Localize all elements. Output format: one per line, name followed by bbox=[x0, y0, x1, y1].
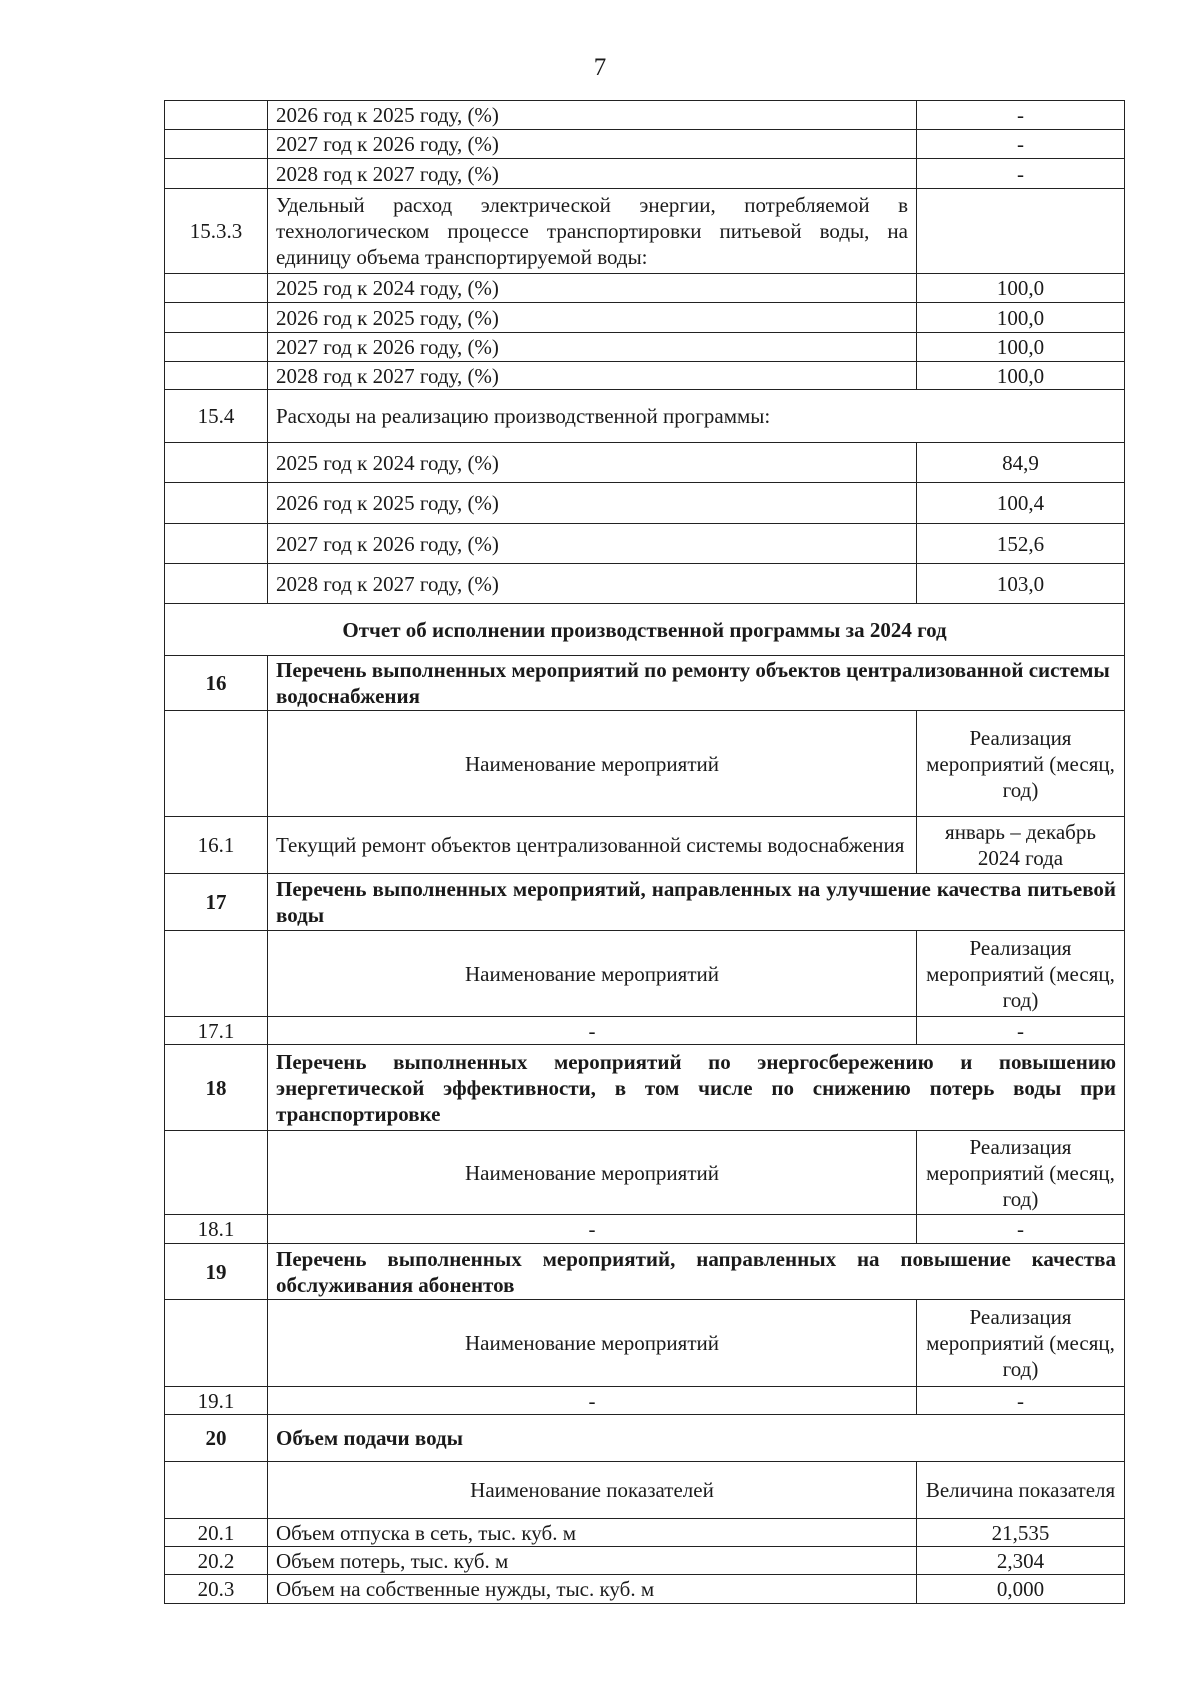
section-number: 20 bbox=[165, 1415, 268, 1462]
table-row-item bbox=[165, 274, 1125, 303]
section-heading: Объем подачи воды bbox=[268, 1415, 1125, 1462]
row-number: 19.1 bbox=[165, 1387, 268, 1415]
row-number bbox=[165, 274, 268, 303]
row-value: 152,6 bbox=[917, 524, 1125, 564]
table-row-item bbox=[165, 1547, 1125, 1575]
row-value: 100,0 bbox=[917, 274, 1125, 303]
table-row-item bbox=[165, 130, 1125, 159]
table-row-heading bbox=[165, 656, 1125, 711]
row-value: 103,0 bbox=[917, 564, 1125, 604]
row-text: 2026 год к 2025 году, (%) bbox=[268, 101, 917, 130]
column-header-name: Наименование мероприятий bbox=[268, 1300, 917, 1387]
section-number: 18 bbox=[165, 1045, 268, 1131]
column-header-name: Наименование мероприятий bbox=[268, 711, 917, 817]
row-value: 21,535 bbox=[917, 1519, 1125, 1547]
table-row-header bbox=[165, 711, 1125, 817]
table-row-item bbox=[165, 159, 1125, 189]
section-number: 17 bbox=[165, 874, 268, 931]
section-heading: Перечень выполненных мероприятий, направленных на повышение качества обслуживания абонентов bbox=[268, 1244, 1125, 1300]
section-heading: Перечень выполненных мероприятий по ремонту объектов централизованной системы водоснабжения bbox=[268, 656, 1125, 711]
row-number: 20.1 bbox=[165, 1519, 268, 1547]
table-row-item bbox=[165, 333, 1125, 362]
row-text: 2026 год к 2025 году, (%) bbox=[268, 483, 917, 524]
row-value: январь – декабрь 2024 года bbox=[917, 817, 1125, 874]
row-number bbox=[165, 1300, 268, 1387]
program-table bbox=[164, 100, 1125, 1604]
table-row-item bbox=[165, 362, 1125, 390]
column-header-value: Реализация мероприятий (месяц, год) bbox=[917, 1300, 1125, 1387]
table-row-heading bbox=[165, 874, 1125, 931]
row-number bbox=[165, 1462, 268, 1519]
row-number bbox=[165, 931, 268, 1017]
row-value: 100,0 bbox=[917, 362, 1125, 390]
row-text: 2028 год к 2027 году, (%) bbox=[268, 159, 917, 189]
row-text: 2025 год к 2024 году, (%) bbox=[268, 443, 917, 483]
row-text: 2026 год к 2025 году, (%) bbox=[268, 303, 917, 333]
table-row-item bbox=[165, 189, 1125, 274]
table-row-item bbox=[165, 101, 1125, 130]
row-value: 2,304 bbox=[917, 1547, 1125, 1575]
row-text: 2028 год к 2027 году, (%) bbox=[268, 564, 917, 604]
row-value: - bbox=[917, 159, 1125, 189]
row-value: - bbox=[917, 1215, 1125, 1244]
row-number bbox=[165, 101, 268, 130]
row-value: 84,9 bbox=[917, 443, 1125, 483]
row-text: - bbox=[268, 1215, 917, 1244]
column-header-value: Величина показателя bbox=[917, 1462, 1125, 1519]
row-text: Удельный расход электрической энергии, потребляемой в технологическом процессе транспортировки питьевой воды, на единицу объема транспортируемой воды: bbox=[268, 189, 917, 274]
column-header-name: Наименование мероприятий bbox=[268, 1131, 917, 1215]
row-number bbox=[165, 443, 268, 483]
row-number: 20.3 bbox=[165, 1575, 268, 1604]
table-row-item bbox=[165, 443, 1125, 483]
row-number: 20.2 bbox=[165, 1547, 268, 1575]
table-row-item bbox=[165, 564, 1125, 604]
row-number bbox=[165, 483, 268, 524]
table-row-item bbox=[165, 1215, 1125, 1244]
row-text: - bbox=[268, 1017, 917, 1045]
row-number bbox=[165, 362, 268, 390]
table-row-heading bbox=[165, 1045, 1125, 1131]
row-number bbox=[165, 564, 268, 604]
row-number bbox=[165, 1131, 268, 1215]
table-row-section bbox=[165, 604, 1125, 656]
row-number: 15.3.3 bbox=[165, 189, 268, 274]
row-number bbox=[165, 159, 268, 189]
row-number bbox=[165, 711, 268, 817]
table-row-header bbox=[165, 1300, 1125, 1387]
section-number: 16 bbox=[165, 656, 268, 711]
table-row-item bbox=[165, 1387, 1125, 1415]
section-number: 19 bbox=[165, 1244, 268, 1300]
row-number: 16.1 bbox=[165, 817, 268, 874]
row-value: 0,000 bbox=[917, 1575, 1125, 1604]
row-text: 2025 год к 2024 году, (%) bbox=[268, 274, 917, 303]
column-header-value: Реализация мероприятий (месяц, год) bbox=[917, 711, 1125, 817]
row-number: 17.1 bbox=[165, 1017, 268, 1045]
row-value: - bbox=[917, 1387, 1125, 1415]
row-text: 2028 год к 2027 году, (%) bbox=[268, 362, 917, 390]
row-value: 100,4 bbox=[917, 483, 1125, 524]
row-number bbox=[165, 130, 268, 159]
table-row-span bbox=[165, 390, 1125, 443]
row-value bbox=[917, 189, 1125, 274]
page-number: 7 bbox=[593, 54, 607, 81]
row-number: 18.1 bbox=[165, 1215, 268, 1244]
section-heading: Перечень выполненных мероприятий по энергосбережению и повышению энергетической эффективности, в том числе по снижению потерь воды при транспортировке bbox=[268, 1045, 1125, 1131]
row-number bbox=[165, 524, 268, 564]
row-text: Объем отпуска в сеть, тыс. куб. м bbox=[268, 1519, 917, 1547]
row-text: 2027 год к 2026 году, (%) bbox=[268, 524, 917, 564]
row-text: 2027 год к 2026 году, (%) bbox=[268, 130, 917, 159]
row-text: Текущий ремонт объектов централизованной системы водоснабжения bbox=[268, 817, 917, 874]
row-number bbox=[165, 333, 268, 362]
row-value: - bbox=[917, 101, 1125, 130]
column-header-name: Наименование показателей bbox=[268, 1462, 917, 1519]
table-row-item bbox=[165, 483, 1125, 524]
row-text: 2027 год к 2026 году, (%) bbox=[268, 333, 917, 362]
row-value: - bbox=[917, 1017, 1125, 1045]
table-row-header bbox=[165, 1462, 1125, 1519]
table-row-item bbox=[165, 1575, 1125, 1604]
table-row-item bbox=[165, 817, 1125, 874]
table-row-item bbox=[165, 1519, 1125, 1547]
row-number: 15.4 bbox=[165, 390, 268, 443]
row-text: Объем на собственные нужды, тыс. куб. м bbox=[268, 1575, 917, 1604]
row-value: - bbox=[917, 130, 1125, 159]
table-row-item bbox=[165, 524, 1125, 564]
table-row-heading bbox=[165, 1415, 1125, 1462]
row-value: 100,0 bbox=[917, 303, 1125, 333]
column-header-value: Реализация мероприятий (месяц, год) bbox=[917, 1131, 1125, 1215]
section-title: Отчет об исполнении производственной программы за 2024 год bbox=[165, 604, 1125, 656]
row-value: 100,0 bbox=[917, 333, 1125, 362]
section-heading: Перечень выполненных мероприятий, направленных на улучшение качества питьевой воды bbox=[268, 874, 1125, 931]
row-text: Расходы на реализацию производственной программы: bbox=[268, 390, 1125, 443]
column-header-value: Реализация мероприятий (месяц, год) bbox=[917, 931, 1125, 1017]
table-row-item bbox=[165, 303, 1125, 333]
row-text: Объем потерь, тыс. куб. м bbox=[268, 1547, 917, 1575]
table-row-item bbox=[165, 1017, 1125, 1045]
table-row-header bbox=[165, 1131, 1125, 1215]
table-row-heading bbox=[165, 1244, 1125, 1300]
row-number bbox=[165, 303, 268, 333]
row-text: - bbox=[268, 1387, 917, 1415]
table-row-header bbox=[165, 931, 1125, 1017]
column-header-name: Наименование мероприятий bbox=[268, 931, 917, 1017]
